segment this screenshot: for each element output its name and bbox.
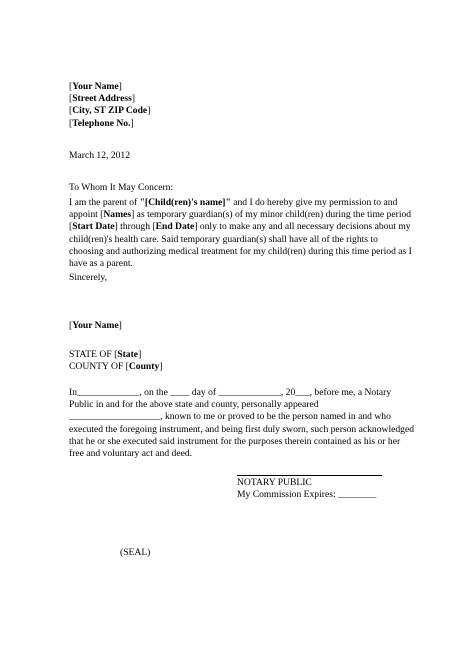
venue-block: [69, 349, 162, 373]
body-line-3: [69, 221, 412, 233]
letter-date: March 12, 2012: [69, 150, 131, 161]
notary-line-4: executed the foregoing instrument, and being first duly sworn, such person acknowledged: [69, 423, 415, 435]
body-line-4: child(ren)'s health care. Said temporary guardian(s) shall have all of the rights to: [69, 233, 378, 245]
notary-line-2: Public in and for the above state and county, personally appeared: [69, 399, 319, 411]
body-text: I am the parent of: [69, 197, 140, 208]
seal-label: (SEAL): [120, 547, 151, 558]
commission-expires: My Commission Expires: ________: [237, 489, 377, 501]
notary-public-title: NOTARY PUBLIC: [237, 477, 312, 488]
body-line-5: choosing and authorizing medical treatment for my child(ren) during this time period as I: [69, 245, 412, 257]
sender-telephone: Telephone No.: [72, 117, 131, 129]
signer-name: Your Name: [72, 320, 119, 331]
body-line-1: [69, 197, 412, 209]
body-line-6: have as a parent.: [69, 258, 133, 270]
sender-street: Street Address: [72, 93, 132, 105]
sender-city-state-zip: City, ST ZIP Code: [72, 105, 148, 117]
signer-name-line: [Your Name]: [69, 320, 122, 331]
bracket: ]: [159, 361, 163, 373]
state-line: [69, 349, 162, 361]
notary-line-3: ___________________, known to me or proved to be the person named in and who: [69, 411, 391, 423]
signature-line: [237, 475, 382, 476]
notary-signature-block: [237, 475, 382, 501]
county-placeholder: County: [128, 361, 160, 373]
end-date-placeholder: End Date: [155, 221, 195, 233]
guardian-names-placeholder: Names: [103, 209, 132, 221]
body-text: [: [69, 221, 73, 233]
notary-paragraph: [69, 387, 414, 460]
body-text: appoint [: [69, 209, 104, 221]
sender-city-line: [City, ST ZIP Code]: [69, 105, 151, 117]
sender-name: Your Name: [72, 81, 119, 92]
sender-name-line: [Your Name]: [69, 81, 122, 92]
body-paragraph: [69, 197, 412, 270]
closing: Sincerely,: [69, 272, 108, 283]
notary-line-5: that he or she executed said instrument for the purposes therein contained as his or her: [69, 435, 401, 447]
body-text: ] through [: [114, 221, 156, 233]
notary-line-1: In_____________, on the ____ day of _____________, 20___, before me, a Notary: [69, 387, 392, 398]
county-line: [69, 361, 162, 373]
start-date-placeholder: Start Date: [72, 221, 115, 233]
body-line-2: [69, 209, 412, 221]
sender-street-line: [Street Address]: [69, 93, 136, 105]
body-text: ] only to make any and all necessary decisions about my: [194, 221, 411, 233]
child-name-placeholder: "[Child(ren)'s name]": [139, 197, 231, 208]
county-prefix: COUNTY OF [: [69, 361, 129, 373]
body-text: ] as temporary guardian(s) of my minor child(ren) during the time period: [131, 209, 412, 221]
state-prefix: STATE OF [: [69, 349, 118, 360]
bracket: ]: [138, 349, 142, 360]
notary-line-6: free and voluntary act and deed.: [69, 448, 193, 460]
body-text: and I do hereby give my permission to and: [230, 197, 398, 208]
sender-telephone-line: [Telephone No.]: [69, 117, 134, 129]
salutation: To Whom It May Concern:: [69, 182, 174, 193]
sender-address: [69, 81, 150, 130]
state-placeholder: State: [117, 349, 139, 360]
